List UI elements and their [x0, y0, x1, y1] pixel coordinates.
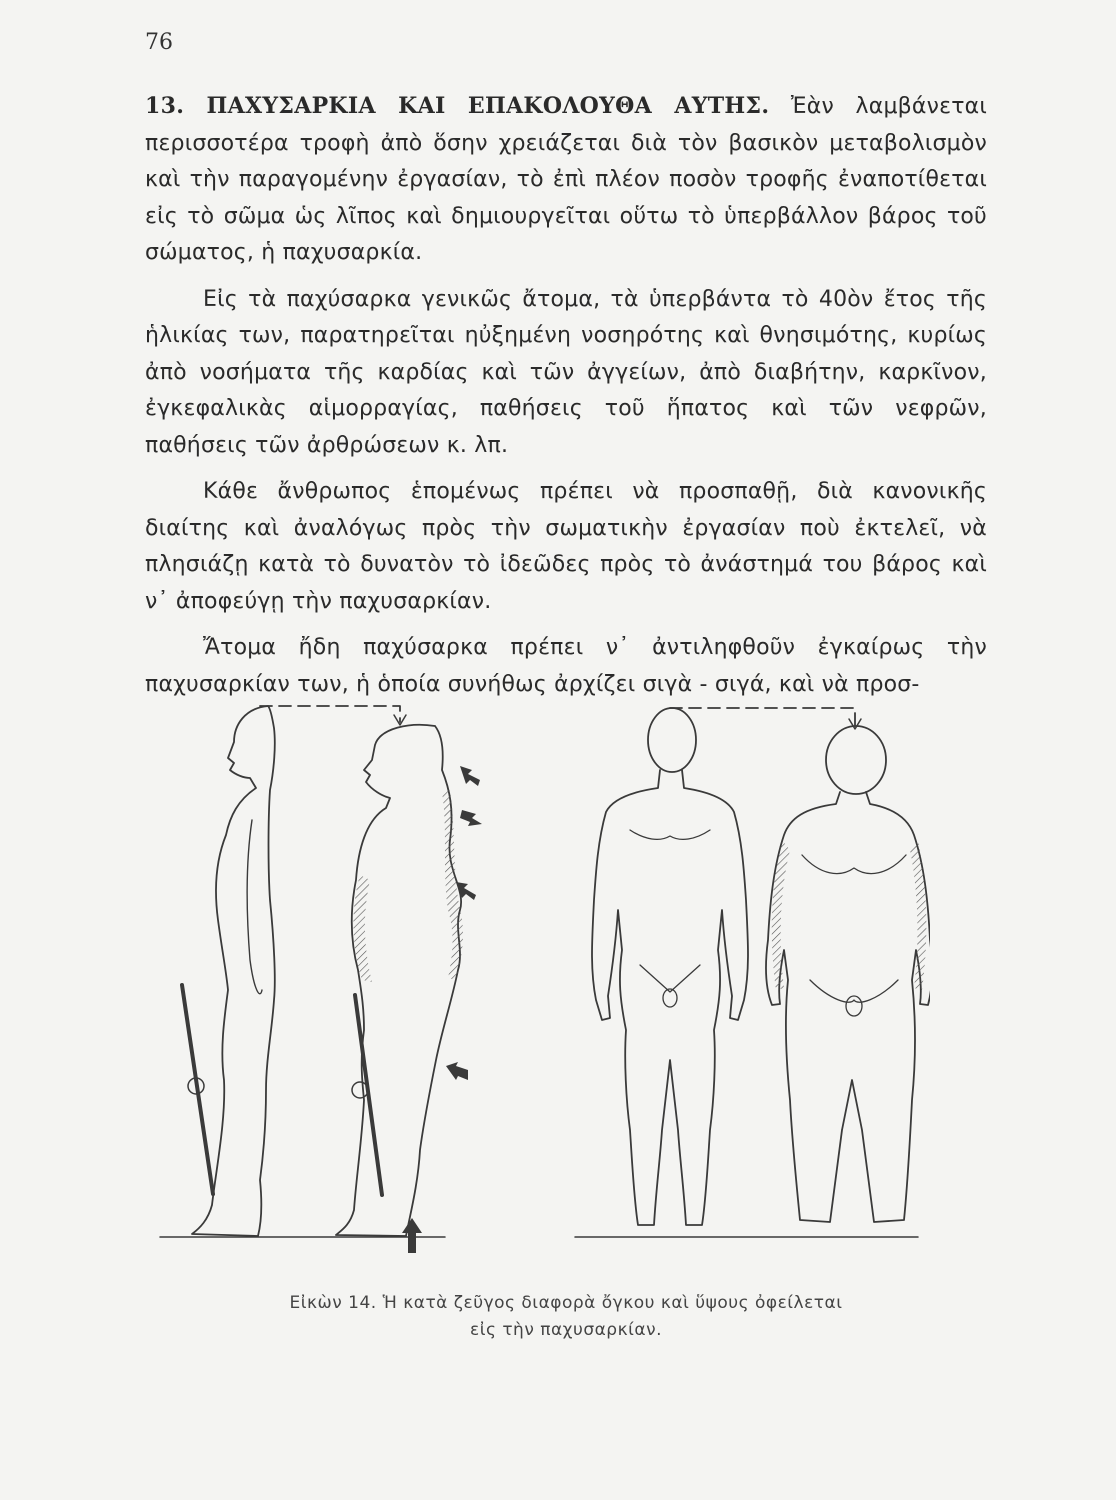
obese-front-right-hatch [910, 840, 926, 990]
profile-obese-figure [336, 725, 463, 1236]
arrow-icon [460, 810, 482, 826]
obese-front-left-hatch [772, 840, 790, 990]
paragraph-2: Εἰς τὰ παχύσαρκα γενικῶς ἄτομα, τὰ ὑπερβάντα τὸ 40ὸν ἔτος τῆς ἡλικίας των, παρατηρεῖται ηὐξημένη νοσηρότης καὶ θνησιμότης, κυρίως ἀπὸ νοσήματα τῆς καρδίας καὶ τῶν ἀγγείων, ἀπὸ διαβήτην, καρκῖνον, ἐγκεφαλικὰς αἱμορραγίας, παθήσεις τοῦ ἥπατος καὶ τῶν νεφρῶν, παθήσεις τῶν ἀρθρώσεων κ. λπ. [145, 286, 987, 458]
paragraph-1-text: Ἐὰν λαμβάνεται περισσοτέρα τροφὴ ἀπὸ ὅσην χρειάζεται διὰ τὸν βασικὸν μεταβολισμὸν καὶ τὴν παραγομένην ἐργασίαν, τὸ ἐπὶ πλέον ποσὸν τροφῆς ἐναποτίθεται εἰς τὸ σῶμα ὡς λῖπος καὶ δημιουργεῖται οὕτω τὸ ὑπερβάλλον βάρος τοῦ σώματος, ἡ παχυσαρκία. [145, 94, 987, 265]
caption-line-2: εἰς τὴν παχυσαρκίαν. [470, 1320, 662, 1340]
figure-obesity-comparison [150, 700, 930, 1260]
figure-caption [145, 1290, 987, 1344]
height-dashed-line-right [670, 708, 855, 726]
arrow-markers [402, 766, 482, 1253]
arrow-icon [446, 1062, 468, 1080]
body-text [145, 88, 987, 713]
figure-illustration [150, 700, 930, 1260]
arrow-icon [460, 766, 480, 786]
height-dashed-line-left [260, 706, 400, 722]
profile-normal-figure [182, 706, 275, 1236]
front-normal-figure [592, 708, 748, 1225]
front-obese-figure [766, 726, 930, 1222]
section-heading: 13. ΠΑΧΥΣΑΡΚΙΑ ΚΑΙ ΕΠΑΚΟΛΟΥΘΑ ΑΥΤΗΣ. [145, 93, 770, 119]
posture-stick-left [182, 985, 213, 1194]
posture-circle-middle [352, 1082, 368, 1098]
paragraph-3: Κάθε ἄνθρωπος ἑπομένως πρέπει νὰ προσπαθῇ, διὰ κανονικῆς διαίτης καὶ ἀναλόγως πρὸς τὴν σωματικὴν ἐργασίαν ποὺ ἐκτελεῖ, νὰ πλησιάζῃ κατὰ τὸ δυνατὸν τὸ ἰδεῶδες πρὸς τὸ ἀνάστημά του βάρος καὶ ν᾽ ἀποφεύγῃ τὴν παχυσαρκίαν. [145, 479, 987, 614]
paragraph-4: Ἄτομα ἤδη παχύσαρκα πρέπει ν᾽ ἀντιληφθοῦν ἐγκαίρως τὴν παχυσαρκίαν των, ἡ ὁποία συνήθως ἀρχίζει σιγὰ - σιγά, καὶ νὰ προσ- [145, 635, 987, 697]
page-number: 76 [145, 30, 173, 55]
caption-line-1: Εἰκὼν 14. Ἡ κατὰ ζεῦγος διαφορὰ ὄγκου καὶ ὕψους ὀφείλεται [289, 1293, 843, 1313]
paragraph-1 [145, 88, 987, 272]
